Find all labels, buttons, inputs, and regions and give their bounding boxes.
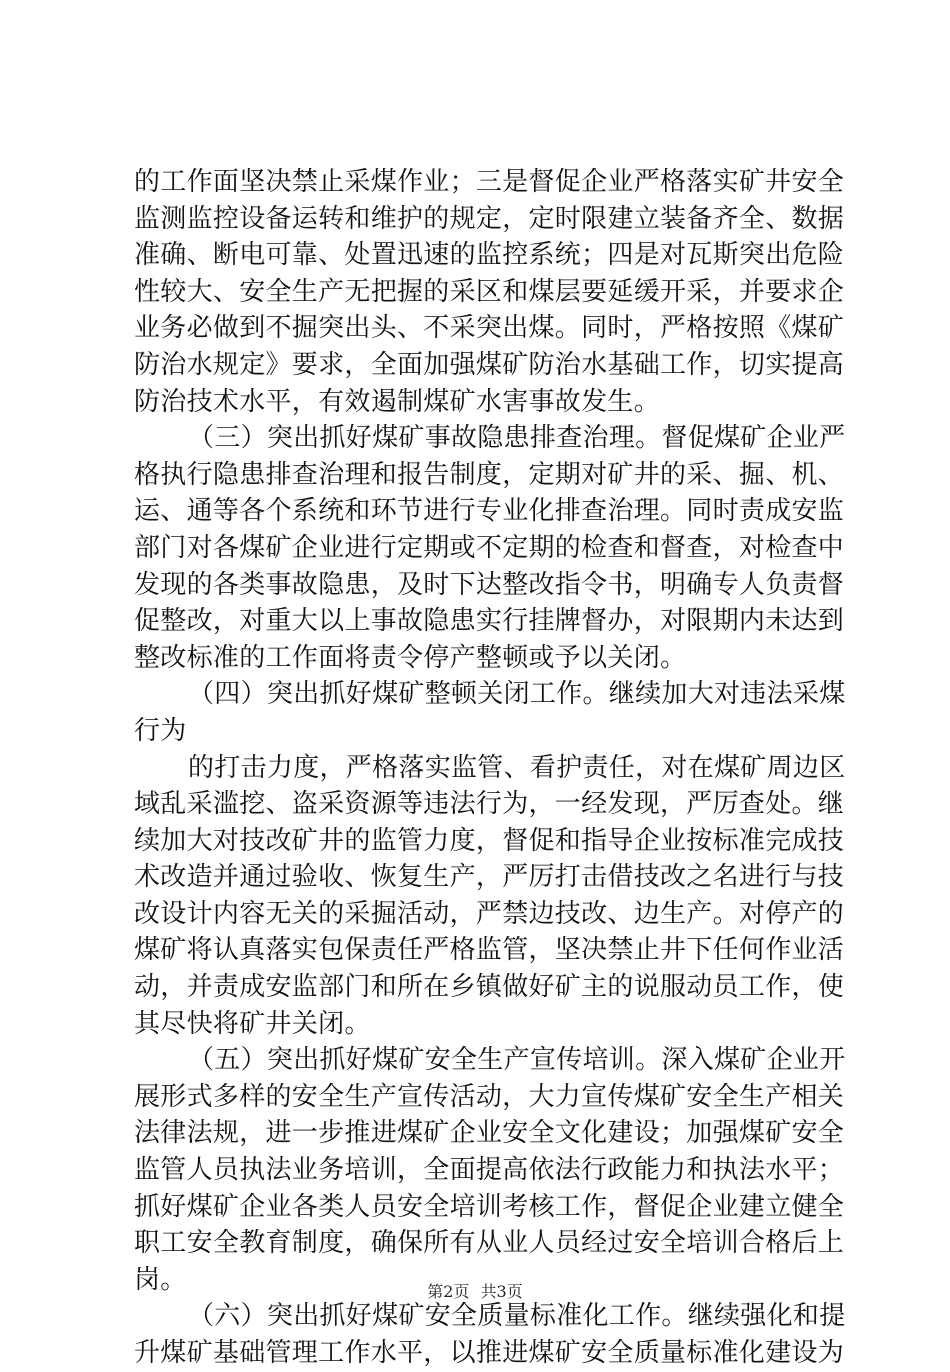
text-line: （三）突出抓好煤矿事故隐患排查治理。督促煤矿企业严: [188, 423, 846, 454]
text-line: 性较大、安全生产无把握的采区和煤层要延缓开采，并要求企: [134, 276, 845, 307]
text-line: 抓好煤矿企业各类人员安全培训考核工作，督促企业建立健全: [134, 1191, 845, 1222]
text-line: 部门对各煤矿企业进行定期或不定期的检查和督查，对检查中: [134, 532, 845, 563]
text-line: 发现的各类事故隐患，及时下达整改指令书，明确专人负责督: [134, 569, 845, 600]
page-footer: [0, 1282, 950, 1302]
text-line: 防治技术水平，有效遏制煤矿水害事故发生。: [134, 386, 661, 417]
text-line: 煤矿将认真落实包保责任严格监管，坚决禁止井下任何作业活: [134, 935, 845, 966]
text-line: 改设计内容无关的采掘活动，严禁边技改、边生产。对停产的: [134, 898, 845, 929]
text-line: 行为: [134, 715, 187, 746]
text-line: 其尽快将矿井关闭。: [134, 1008, 371, 1039]
text-line: 业务必做到不掘突出头、不采突出煤。同时，严格按照《煤矿: [134, 313, 845, 344]
text-line: （六）突出抓好煤矿安全质量标准化工作。继续强化和提: [188, 1301, 846, 1332]
text-line: 法律法规，进一步推进煤矿企业安全文化建设；加强煤矿安全: [134, 1118, 845, 1149]
text-line: 升煤矿基础管理工作水平，以推进煤矿安全质量标准化建设为: [134, 1338, 845, 1368]
document-body: [134, 164, 846, 1372]
text-line: 域乱采滥挖、盗采资源等违法行为，一经发现，严厉查处。继: [134, 789, 845, 820]
text-line: 防治水规定》要求，全面加强煤矿防治水基础工作，切实提高: [134, 349, 845, 380]
text-line: 监测监控设备运转和维护的规定，定时限建立装备齐全、数据: [134, 203, 845, 234]
text-line: 续加大对技改矿井的监管力度，督促和指导企业按标准完成技: [134, 825, 845, 856]
text-line: 监管人员执法业务培训，全面提高依法行政能力和执法水平；: [134, 1155, 845, 1186]
text-line: 职工安全教育制度，确保所有从业人员经过安全培训合格后上: [134, 1228, 845, 1259]
text-line: 术改造并通过验收、恢复生产，严厉打击借技改之名进行与技: [134, 862, 845, 893]
text-line: 岗。: [134, 1264, 187, 1295]
text-line: 的工作面坚决禁止采煤作业；三是督促企业严格落实矿井安全: [134, 167, 845, 197]
text-line: 运、通等各个系统和环节进行专业化排查治理。同时责成安监: [134, 496, 845, 527]
page-number: 第2页: [427, 1282, 470, 1301]
text-line: 整改标准的工作面将责令停产整顿或予以关闭。: [134, 642, 687, 673]
text-line: 的打击力度，严格落实监管、看护责任，对在煤矿周边区: [188, 752, 846, 783]
page-total: 共3页: [480, 1282, 523, 1301]
text-line: 展形式多样的安全生产宣传活动，大力宣传煤矿安全生产相关: [134, 1081, 845, 1112]
text-line: 格执行隐患排查治理和报告制度，定期对矿井的采、掘、机、: [134, 459, 845, 490]
text-line: 准确、断电可靠、处置迅速的监控系统；四是对瓦斯突出危险: [134, 240, 845, 271]
text-line: （五）突出抓好煤矿安全生产宣传培训。深入煤矿企业开: [188, 1045, 846, 1076]
text-line: 动，并责成安监部门和所在乡镇做好矿主的说服动员工作，使: [134, 972, 845, 1003]
text-line: 促整改，对重大以上事故隐患实行挂牌督办，对限期内未达到: [134, 606, 845, 637]
text-line: （四）突出抓好煤矿整顿关闭工作。继续加大对违法采煤: [188, 679, 846, 710]
